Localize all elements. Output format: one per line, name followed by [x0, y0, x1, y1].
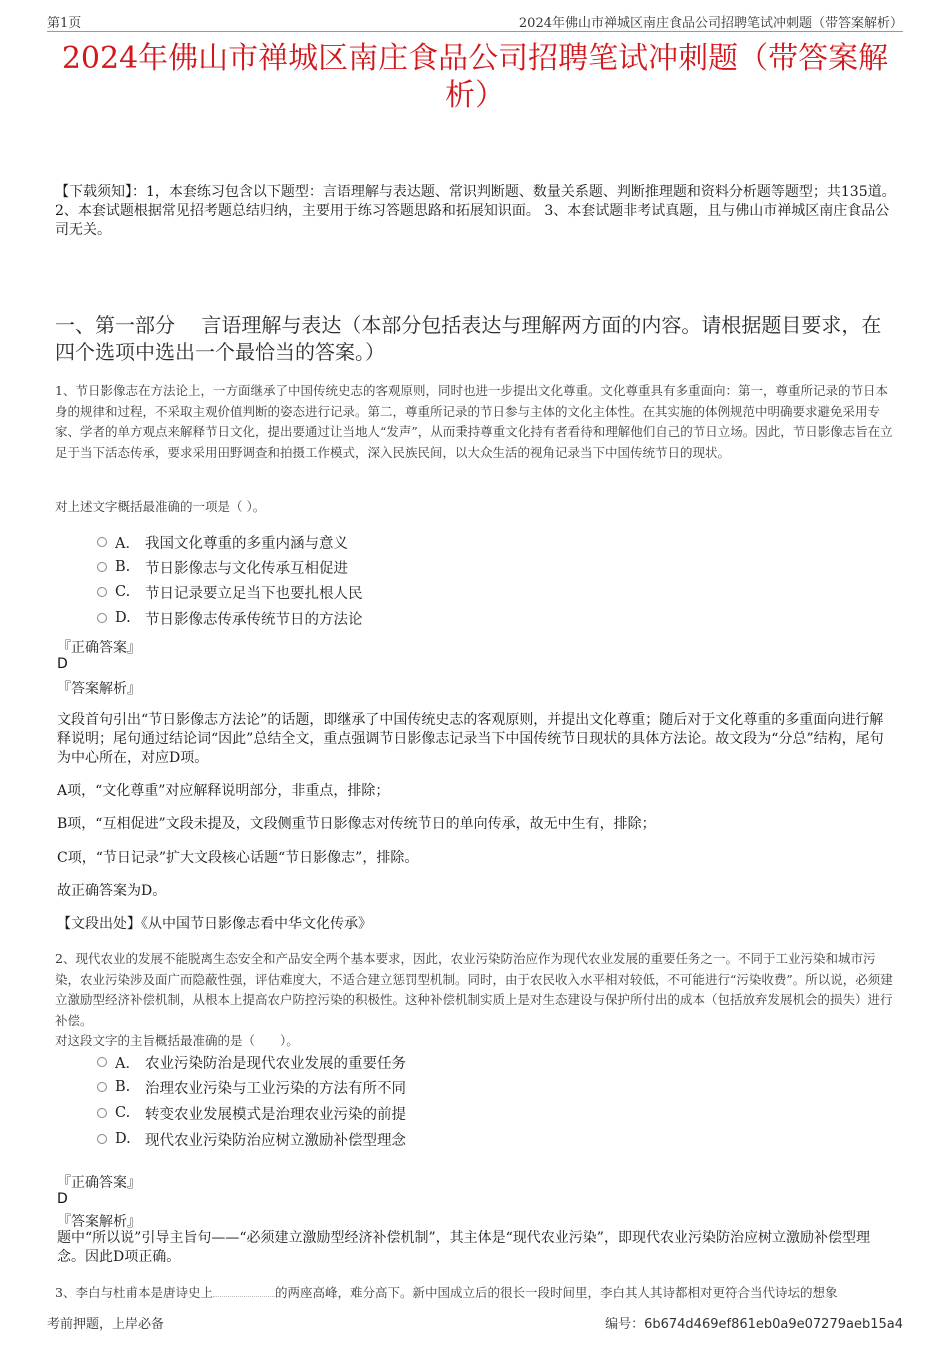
radio-icon[interactable]: [97, 1057, 107, 1067]
radio-icon[interactable]: [97, 537, 107, 547]
q1-analysis-summary: 文段首句引出“节日影像志方法论”的话题，即继承了中国传统史志的客观原则，并提出文化尊重；随后对于文化尊重的多重面向进行解释说明；尾句通过结论词“因此”总结全文，重点强调节日影像志记录当下中国传统节日现状的具体方法论。故文段为“分总”结构，尾句为中心所在，对应D项。: [57, 712, 884, 766]
q3-passage-start: 3、李白与杜甫本是唐诗史上: [55, 1285, 213, 1300]
q1-answer-label: 『正确答案』: [57, 640, 141, 656]
option-text: 治理农业污染与工业污染的方法有所不同: [145, 1080, 406, 1097]
download-notice: 【下载须知】：1，本套练习包含以下题型：言语理解与表达题、常识判断题、数量关系题、判断推理题和资料分析题等题型；共135道。 2、本套试题根据常见招考题总结归纳，主要用于练习答题思路和拓展知识面。 3、本套试题非考试真题，且与佛山市禅城区南庄食品公司无关。: [55, 184, 896, 238]
radio-icon[interactable]: [97, 1082, 107, 1092]
q2-option-d[interactable]: [97, 1128, 406, 1150]
q2-option-b[interactable]: [97, 1076, 406, 1098]
option-letter: A．: [115, 535, 140, 552]
q1-option-b[interactable]: [97, 556, 348, 578]
question-2-prompt: 对这段文字的主旨概括最准确的是（ ）。: [55, 1033, 299, 1048]
question-1-prompt: 对上述文字概括最准确的一项是（ ）。: [55, 499, 266, 514]
radio-icon[interactable]: [97, 1134, 107, 1144]
option-text: 我国文化尊重的多重内涵与意义: [145, 535, 348, 552]
option-text: 节日记录要立足当下也要扎根人民: [145, 585, 363, 602]
q3-passage-end: 的两座高峰，难分高下。新中国成立后的很长一段时间里，李白其人其诗都相对更符合当代诗坛的想象: [274, 1285, 838, 1300]
option-letter: B.: [115, 559, 131, 575]
footer-slogan: 考前押题，上岸必备: [47, 1317, 165, 1332]
section-heading: 一、第一部分 言语理解与表达（本部分包括表达与理解两方面的内容。请根据题目要求，在四个选项中选出一个最恰当的答案。）: [55, 313, 882, 364]
option-text: 农业污染防治是现代农业发展的重要任务: [145, 1055, 406, 1072]
question-1-passage: 1、节日影像志在方法论上，一方面继承了中国传统史志的客观原则，同时也进一步提出文化尊重。文化尊重具有多重面向：第一，尊重所记录的节日本身的规律和过程，不采取主观价值判断的姿态进行记录。第二，尊重所记录的节日参与主体的文化主体性。在其实施的体例规范中明确要求避免采用专家、学者的单方观点来解释节日文化，提出要通过让当地人“发声”，从而秉持尊重文化持有者看待和理解他们自己的节日立场。因此，节日影像志旨在立足于当下活态传承，要求采用田野调查和拍摄工作模式，深入民族民间，以大众生活的视角记录当下中国传统节日的现状。: [55, 383, 893, 460]
radio-icon[interactable]: [97, 613, 107, 623]
q1-source: 【文段出处】《从中国节日影像志看中华文化传承》: [57, 916, 372, 932]
option-text: 节日影像志与文化传承互相促进: [145, 560, 348, 577]
option-letter: D.: [115, 610, 131, 626]
page-number: 第1页: [47, 16, 82, 31]
footer-id-block: [605, 1313, 903, 1332]
footer-id: 6b674d469ef861eb0a9e07279aeb15a4: [644, 1317, 903, 1332]
q2-option-c[interactable]: [97, 1102, 406, 1124]
option-text: 现代农业污染防治应树立激励补偿型理念: [145, 1132, 406, 1149]
option-letter: A．: [115, 1055, 140, 1072]
footer-id-label: 编号：: [605, 1317, 645, 1332]
q1-analysis-conclusion: 故正确答案为D。: [57, 883, 167, 899]
radio-icon[interactable]: [97, 587, 107, 597]
question-3-passage: [55, 1283, 895, 1304]
q1-option-a[interactable]: [97, 531, 348, 553]
q2-option-a[interactable]: [97, 1051, 406, 1073]
option-letter: C.: [115, 1105, 131, 1121]
q2-answer-label: 『正确答案』: [57, 1175, 141, 1191]
q2-answer: D: [57, 1191, 68, 1207]
question-2-passage: 2、现代农业的发展不能脱离生态安全和产品安全两个基本要求，因此，农业污染防治应作为现代农业发展的重要任务之一。不同于工业污染和城市污染，农业污染涉及面广而隐蔽性强，评估难度大，不适合建立惩罚型机制。同时，由于农民收入水平相对较低，不可能进行“污染收费”。所以说，必须建立激励型经济补偿机制，从根本上提高农户防控污染的积极性。这种补偿机制实质上是对生态建设与保护所付出的成本（包括放弃发展机会的损失）进行补偿。: [55, 951, 893, 1028]
q1-analysis-b: B项，“互相促进”文段未提及，文段侧重节日影像志对传统节日的单向传承，故无中生有，排除；: [57, 816, 656, 832]
radio-icon[interactable]: [97, 562, 107, 572]
page-title: 2024年佛山市禅城区南庄食品公司招聘笔试冲刺题（带答案解析）: [61, 41, 889, 113]
q2-analysis: 题中“所以说”引导主旨句——“必须建立激励型经济补偿机制”，其主体是“现代农业污染”，即现代农业污染防治应树立激励补偿型理念。因此D项正确。: [57, 1230, 870, 1265]
option-letter: C.: [115, 584, 131, 600]
q1-analysis-label: 『答案解析』: [57, 681, 141, 697]
q1-answer: D: [57, 656, 68, 672]
option-text: 转变农业发展模式是治理农业污染的前提: [145, 1106, 406, 1123]
radio-icon[interactable]: [97, 1108, 107, 1118]
option-text: 节日影像志传承传统节日的方法论: [145, 611, 363, 628]
option-letter: B.: [115, 1079, 131, 1095]
q1-analysis-a: A项，“文化尊重”对应解释说明部分，非重点，排除；: [57, 783, 390, 799]
q2-analysis-label: 『答案解析』: [57, 1214, 141, 1230]
fill-blank: [213, 1284, 275, 1297]
header-divider: [47, 31, 903, 32]
q1-option-d[interactable]: [97, 607, 363, 629]
option-letter: D.: [115, 1131, 131, 1147]
q1-option-c[interactable]: [97, 581, 363, 603]
q1-analysis-c: C项，“节日记录”扩大文段核心话题“节日影像志”，排除。: [57, 850, 419, 866]
header-doc-title: 2024年佛山市禅城区南庄食品公司招聘笔试冲刺题（带答案解析）: [518, 16, 903, 31]
